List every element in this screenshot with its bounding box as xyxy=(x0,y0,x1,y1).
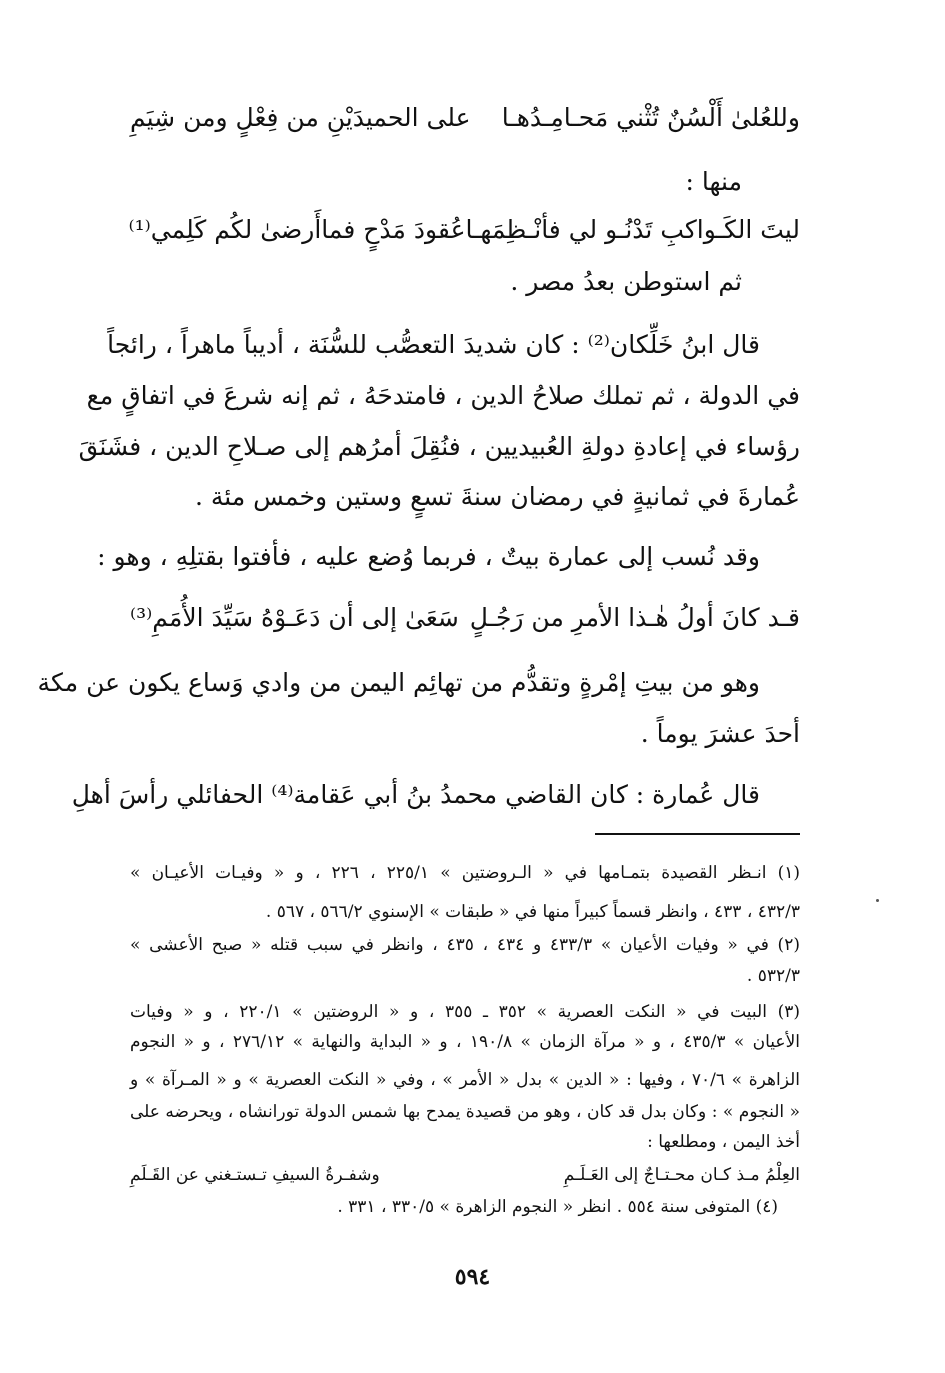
verse-second-hemistich: عُقودَ مَدْحٍ فماأَرضىٰ لكُم كَلِمي⁽¹⁾ xyxy=(128,215,466,244)
verse-first-hemistich: العِلْمُ مـذ كـان محـتـاجٌ إلى العَـلَـمِ xyxy=(563,1165,800,1185)
footnote-line: ٥٣٢/٣ . xyxy=(746,966,800,986)
footnote-line: الأعيان » ٤٣٥/٣ ، و « مرآة الزمان » ١٩٠/٨ ، و « البداية والنهاية » ٢٧٦/١٢ ، و « النجوم xyxy=(130,1032,800,1052)
body-line: منها : xyxy=(685,167,742,196)
paragraph-line: قال ابنُ خَلِّكان⁽²⁾ : كان شديدَ التعصُّب للسُّنَة ، أديباً ماهراً ، رائجاً xyxy=(107,330,760,359)
paragraph-line: قال عُمارة : كان القاضي محمدُ بنُ أبي عَقامة⁽⁴⁾ الحفائلي رأسَ أهلِ xyxy=(71,780,760,809)
footnote-line: (٢) في « وفيات الأعيان » ٤٣٣/٣ و ٤٣٤ ، ٤٣٥ ، وانظر في سبب قتله « صبح الأعشى » xyxy=(130,935,800,955)
footnote-line: « النجوم » : وكان بدل قد كان ، وهو من قصيدة يمدح بها شمس الدولة تورانشاه ، ويحرضه على xyxy=(130,1102,800,1122)
verse-first-hemistich: ليتَ الكَـواكبِ تَدْنُـو لي فأنْـظِمَهـا xyxy=(465,215,800,244)
paragraph-line: عُمارةَ في ثمانيةٍ في رمضان سنةَ تسعٍ وستين وخمس مئة . xyxy=(195,482,800,511)
poem-verse xyxy=(130,598,800,638)
paragraph-line: رؤساء في إعادةِ دولةِ العُبيديين ، فنُقِلَ أمرُهم إلى صـلاحِ الدين ، فشَنَقَ xyxy=(78,432,800,461)
paragraph-line: في الدولة ، ثم تملك صلاحُ الدين ، فامتدحَهُ ، ثم إنه شرعَ في اتفاقٍ مع xyxy=(86,381,800,410)
paragraph-line: أحدَ عشرَ يوماً . xyxy=(640,719,800,748)
body-line: ثم استوطن بعدُ مصر . xyxy=(510,267,742,296)
verse-second-hemistich: سَعَىٰ إلى أن دَعَـوْهُ سَيِّدَ الأُمَمِ⁽³⁾ xyxy=(130,603,459,632)
footnote-line: (٣) البيت في « النكت العصرية » ٣٥٢ ـ ٣٥٥ ، و « الروضتين » ٢٢٠/١ ، و « وفيات xyxy=(130,1002,800,1022)
poem-verse xyxy=(130,98,800,138)
footnote-separator xyxy=(595,833,800,835)
paragraph-line: وقد نُسب إلى عمارة بيتٌ ، فربما وُضع عليه ، فأفتوا بقتلِهِ ، وهو : xyxy=(97,542,760,571)
scan-speck xyxy=(876,899,879,902)
verse-second-hemistich: على الحميدَيْنِ من فِعْلٍ ومن شِيَمِ xyxy=(130,103,471,132)
footnote-line: ٤٣٢/٣ ، ٤٣٣ ، وانظر قسماً كبيراً منها في « طبقات » الإسنوي ٥٦٦/٢ ، ٥٦٧ . xyxy=(265,902,800,922)
footnote-line: الزاهرة » ٧٠/٦ ، وفيها : « الدين » بدل « الأمر » ، وفي « النكت العصرية » و « المـرآة » و xyxy=(130,1070,800,1090)
verse-first-hemistich: وللعُلىٰ أَلْسُنٌ تُثْني مَحـامِـدُهـا xyxy=(501,103,800,132)
footnote-verse xyxy=(130,1160,800,1190)
page-number: ٥٩٤ xyxy=(454,1264,491,1290)
footnote-line: (١) انـظر القصيدة بتمـامها في « الـروضتين » ٢٢٥/١ ، ٢٢٦ ، و « وفيـات الأعيـان » xyxy=(130,863,801,883)
poem-verse xyxy=(130,210,800,250)
verse-first-hemistich: قـد كانَ أولُ هٰـذا الأمرِ من رَجُـلٍ xyxy=(469,603,800,632)
paragraph-line: وهو من بيتِ إمْرةٍ وتقدُّم من تهائِم اليمن من وادي وَساع يكون عن مكة xyxy=(37,668,760,697)
verse-second-hemistich: وشفـرةُ السيفِ تـستـغني عن القَـلَمِ xyxy=(130,1165,380,1185)
footnote-line: أخذ اليمن ، ومطلعها : xyxy=(647,1132,800,1152)
footnote-line: (٤) المتوفى سنة ٥٥٤ . انظر « النجوم الزاهرة » ٣٣٠/٥ ، ٣٣١ . xyxy=(337,1197,778,1217)
